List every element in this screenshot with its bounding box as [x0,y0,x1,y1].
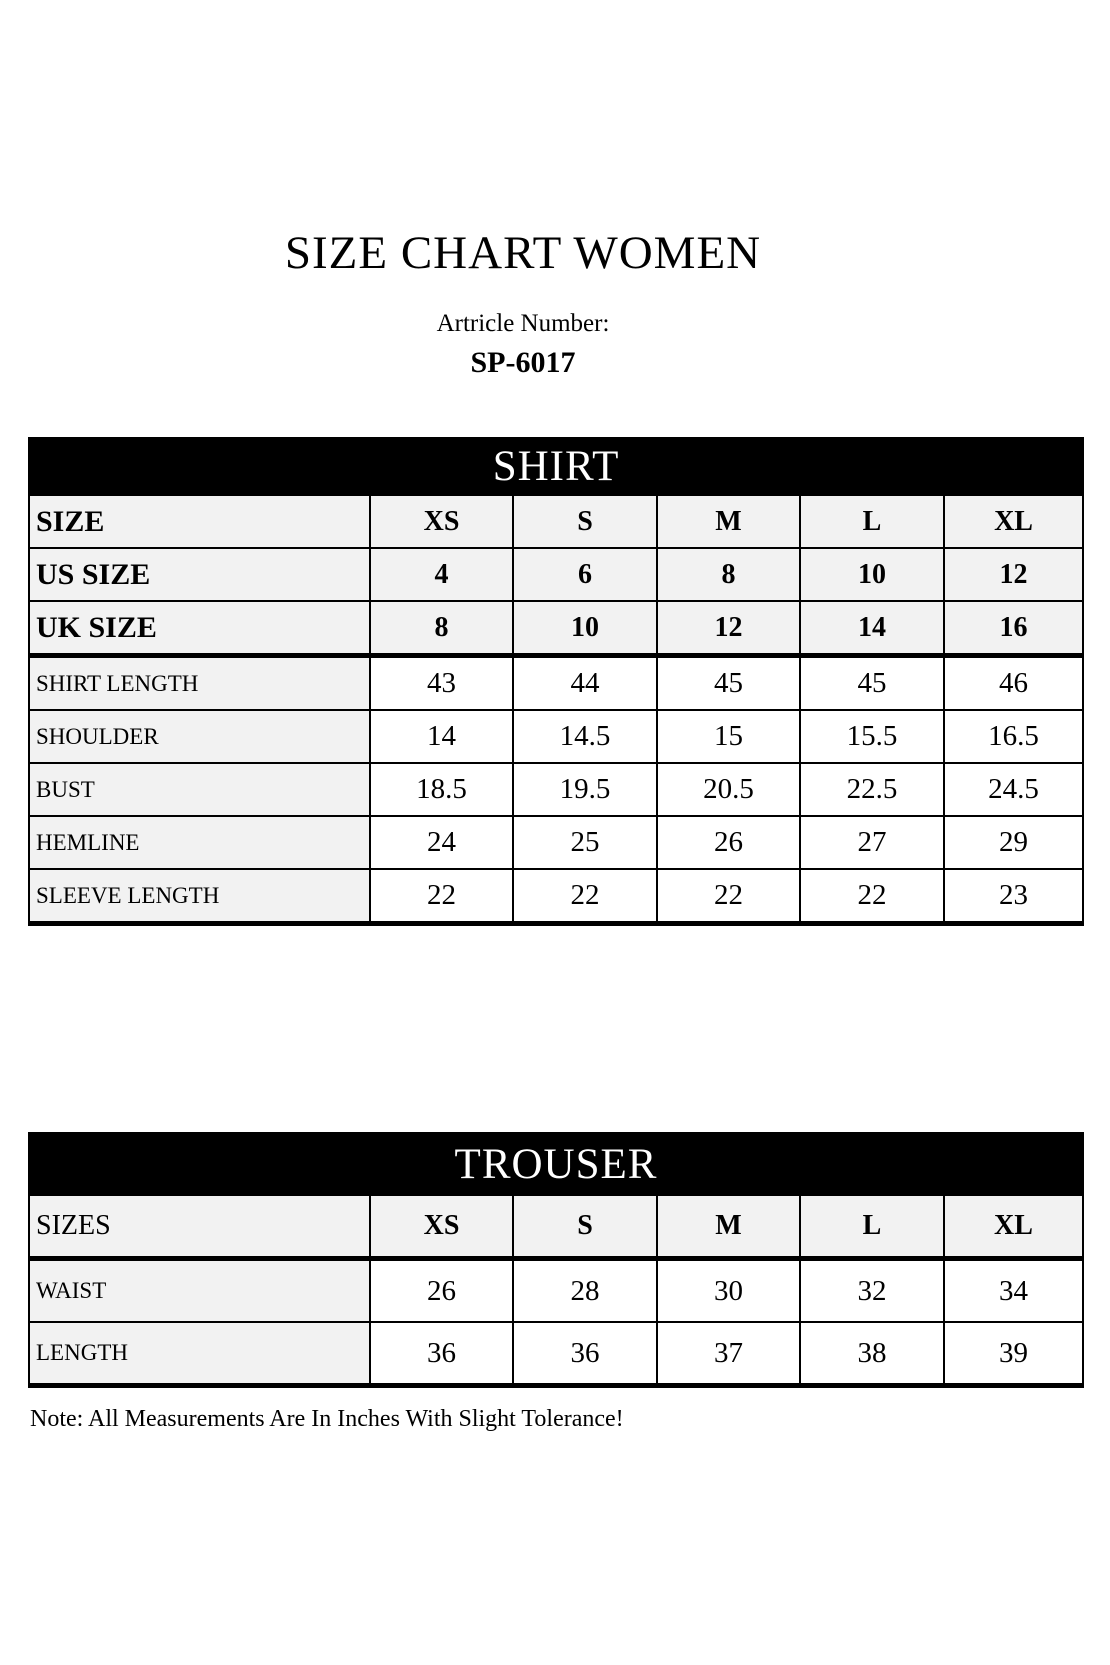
cell-value: 22 [657,869,800,924]
page-title: SIZE CHART WOMEN [284,227,762,279]
cell-value: 19.5 [513,763,657,816]
table-row [29,656,1083,711]
row-label: WAIST [29,1259,370,1323]
cell-value: 44 [513,656,657,711]
cell-value: 28 [513,1259,657,1323]
cell-value: XS [370,495,513,548]
cell-value: L [800,495,944,548]
row-label: US SIZE [29,548,370,601]
cell-value: 14 [800,601,944,656]
cell-value: 18.5 [370,763,513,816]
row-label: SHOULDER [29,710,370,763]
cell-value: 15.5 [800,710,944,763]
table-row [29,816,1083,869]
note-text: Note: All Measurements Are In Inches With Slight Tolerance! [30,1406,624,1432]
cell-value: 36 [370,1322,513,1386]
cell-value: 24 [370,816,513,869]
cell-value: S [513,1195,657,1259]
trouser-table-title: TROUSER [29,1133,1083,1195]
shirt-size-table [28,437,1084,926]
row-label: SIZES [29,1195,370,1259]
shirt-table-title-bar [29,438,1083,495]
cell-value: 6 [513,548,657,601]
row-label: HEMLINE [29,816,370,869]
table-row [29,548,1083,601]
cell-value: 12 [944,548,1083,601]
table-row [29,495,1083,548]
article-number-label: Artricle Number: [436,310,610,337]
cell-value: 20.5 [657,763,800,816]
cell-value: 23 [944,869,1083,924]
cell-value: 26 [657,816,800,869]
table-row [29,1195,1083,1259]
cell-value: 36 [513,1322,657,1386]
cell-value: 8 [657,548,800,601]
table-row [29,869,1083,924]
cell-value: 10 [513,601,657,656]
cell-value: 37 [657,1322,800,1386]
trouser-table-title-bar [29,1133,1083,1195]
cell-value: XL [944,1195,1083,1259]
cell-value: 45 [800,656,944,711]
cell-value: 39 [944,1322,1083,1386]
cell-value: M [657,495,800,548]
cell-value: 25 [513,816,657,869]
cell-value: 45 [657,656,800,711]
cell-value: 34 [944,1259,1083,1323]
cell-value: 16.5 [944,710,1083,763]
cell-value: 15 [657,710,800,763]
cell-value: 4 [370,548,513,601]
table-row [29,601,1083,656]
row-label: SIZE [29,495,370,548]
cell-value: 43 [370,656,513,711]
row-label: BUST [29,763,370,816]
table-row [29,1322,1083,1386]
cell-value: 26 [370,1259,513,1323]
article-number-value: SP-6017 [470,346,576,379]
cell-value: 24.5 [944,763,1083,816]
cell-value: 12 [657,601,800,656]
cell-value: 8 [370,601,513,656]
table-row [29,710,1083,763]
trouser-size-table [28,1132,1084,1388]
cell-value: M [657,1195,800,1259]
row-label: LENGTH [29,1322,370,1386]
row-label: SLEEVE LENGTH [29,869,370,924]
table-row [29,1259,1083,1323]
cell-value: 16 [944,601,1083,656]
cell-value: L [800,1195,944,1259]
cell-value: 22 [370,869,513,924]
cell-value: 22 [800,869,944,924]
cell-value: 27 [800,816,944,869]
shirt-table-title: SHIRT [29,438,1083,495]
cell-value: 14 [370,710,513,763]
cell-value: 46 [944,656,1083,711]
cell-value: XS [370,1195,513,1259]
cell-value: 14.5 [513,710,657,763]
cell-value: 10 [800,548,944,601]
table-row [29,763,1083,816]
cell-value: 29 [944,816,1083,869]
cell-value: XL [944,495,1083,548]
row-label: SHIRT LENGTH [29,656,370,711]
cell-value: S [513,495,657,548]
cell-value: 22 [513,869,657,924]
cell-value: 32 [800,1259,944,1323]
cell-value: 22.5 [800,763,944,816]
cell-value: 38 [800,1322,944,1386]
cell-value: 30 [657,1259,800,1323]
row-label: UK SIZE [29,601,370,656]
